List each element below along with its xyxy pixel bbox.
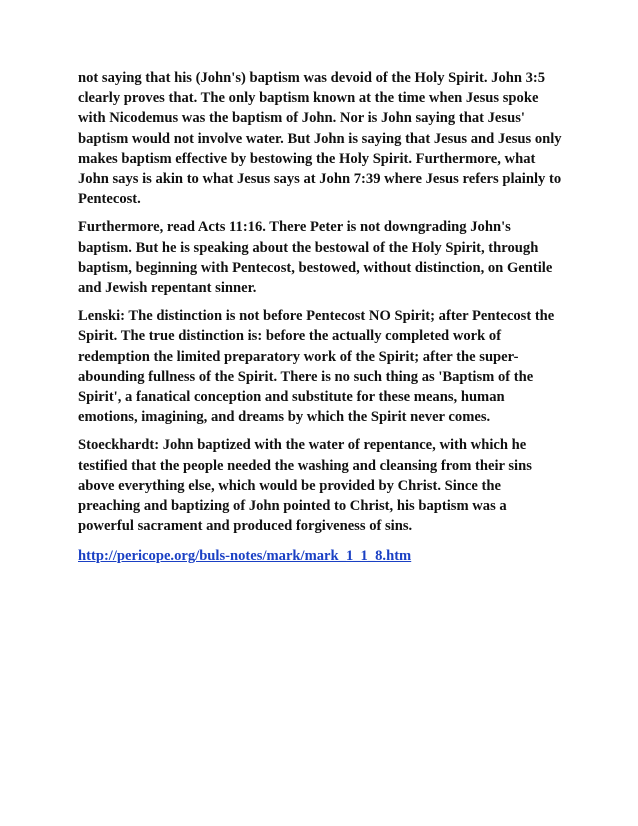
text-line: baptism would not involve water. But John is saying that Jesus and Jesus only [78,130,562,147]
text-line: Lenski: The distinction is not before Pentecost NO Spirit; after Pentecost the [78,308,555,325]
text-line: Spirit', a fanatical conception and substitute for these means, human [78,389,505,406]
document-body [78,68,564,567]
source-link[interactable]: http://pericope.org/buls-notes/mark/mark_1_1_8.htm [78,548,412,565]
text-line: clearly proves that. The only baptism known at the time when Jesus spoke [78,90,539,107]
text-line: Stoeckhardt: John baptized with the water of repentance, with which he [78,437,527,454]
text-line: redemption the limited preparatory work of the Spirit; after the super- [78,348,519,365]
text-line: above everything else, which would be provided by Christ. Since the [78,477,501,494]
paragraph-acts [78,217,564,298]
paragraph-stoeckhardt [78,435,564,536]
text-line: not saying that his (John's) baptism was devoid of the Holy Spirit. John 3:5 [78,70,546,86]
text-line: powerful sacrament and produced forgiveness of sins. [78,518,413,535]
text-line: makes baptism effective by bestowing the Holy Spirit. Furthermore, what [78,150,536,167]
text-line: preaching and baptizing of John pointed to Christ, his baptism was a [78,498,507,515]
text-line: with Nicodemus was the baptism of John. Nor is John saying that Jesus' [78,110,525,127]
text-line: testified that the people needed the washing and cleansing from their sins [78,457,532,474]
text-line: emotions, imagining, and dreams by which the Spirit never comes. [78,409,491,426]
text-line: and Jewish repentant sinner. [78,280,257,297]
paragraph-john-baptism [78,68,564,209]
text-line: baptism, beginning with Pentecost, bestowed, without distinction, on Gentile [78,259,553,276]
paragraph-lenski [78,306,564,427]
text-line: Pentecost. [78,191,141,208]
text-line: Furthermore, read Acts 11:16. There Peter is not downgrading John's [78,219,511,236]
text-line: Spirit. The true distinction is: before the actually completed work of [78,328,502,345]
text-line: John says is akin to what Jesus says at John 7:39 where Jesus refers plainly to [78,171,562,188]
text-line: abounding fullness of the Spirit. There is no such thing as 'Baptism of the [78,368,534,385]
text-line: baptism. But he is speaking about the bestowal of the Holy Spirit, through [78,239,539,256]
